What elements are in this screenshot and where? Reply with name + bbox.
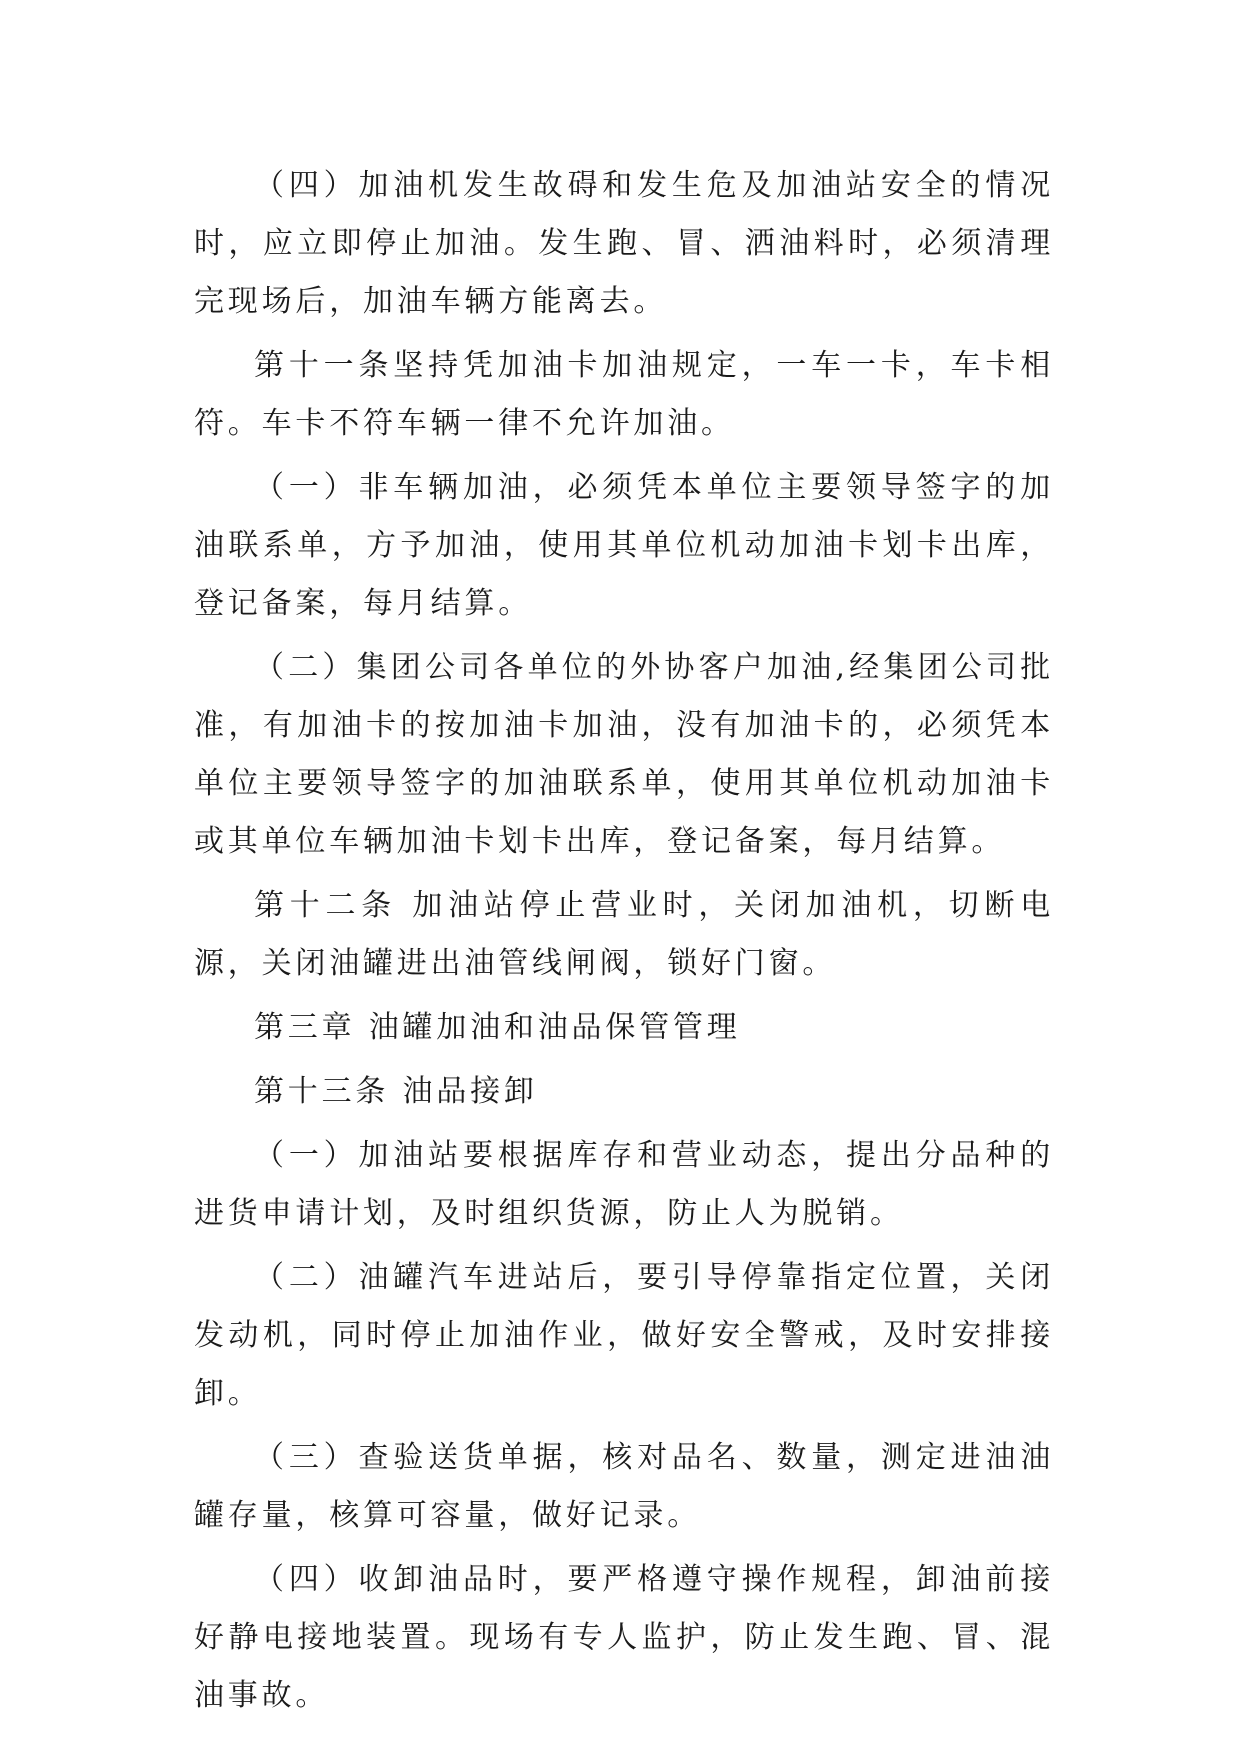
paragraph-article-11: 第十一条坚持凭加油卡加油规定，一车一卡，车卡相符。车卡不符车辆一律不允许加油。 — [194, 348, 1054, 441]
document-body — [194, 157, 1054, 1725]
paragraph-unloading-safety: （四）收卸油品时，要严格遵守操作规程，卸油前接好静电接地装置。现场有专人监护，防止发生跑、冒、混油事故。 — [194, 1562, 1054, 1713]
paragraph-tanker-arrival: （二）油罐汽车进站后，要引导停靠指定位置，关闭发动机，同时停止加油作业，做好安全警戒，及时安排接卸。 — [194, 1260, 1054, 1411]
paragraph-article-12: 第十二条 加油站停止营业时，关闭加油机，切断电源，关闭油罐进出油管线闸阀，锁好门窗。 — [194, 888, 1054, 981]
paragraph-document-check: （三）查验送货单据，核对品名、数量，测定进油油罐存量，核算可容量，做好记录。 — [194, 1440, 1054, 1533]
paragraph-stock-planning: （一）加油站要根据库存和营业动态，提出分品种的进货申请计划，及时组织货源，防止人为脱销。 — [194, 1138, 1054, 1231]
chapter-heading: 第三章 油罐加油和油品保管管理 — [254, 1010, 741, 1045]
article-13-heading: 第十三条 油品接卸 — [254, 1074, 538, 1109]
paragraph-fuel-dispenser-fault: （四）加油机发生故碍和发生危及加油站安全的情况时，应立即停止加油。发生跑、冒、洒油料时，必须清理完现场后，加油车辆方能离去。 — [194, 168, 1054, 319]
paragraph-non-vehicle-fueling: （一）非车辆加油，必须凭本单位主要领导签字的加油联系单，方予加油，使用其单位机动加油卡划卡出库，登记备案，每月结算。 — [194, 470, 1054, 621]
paragraph-external-client-fueling: （二）集团公司各单位的外协客户加油,经集团公司批准，有加油卡的按加油卡加油，没有加油卡的，必须凭本单位主要领导签字的加油联系单，使用其单位机动加油卡或其单位车辆加油卡划卡出库，登记备案，每月结算。 — [194, 650, 1054, 859]
